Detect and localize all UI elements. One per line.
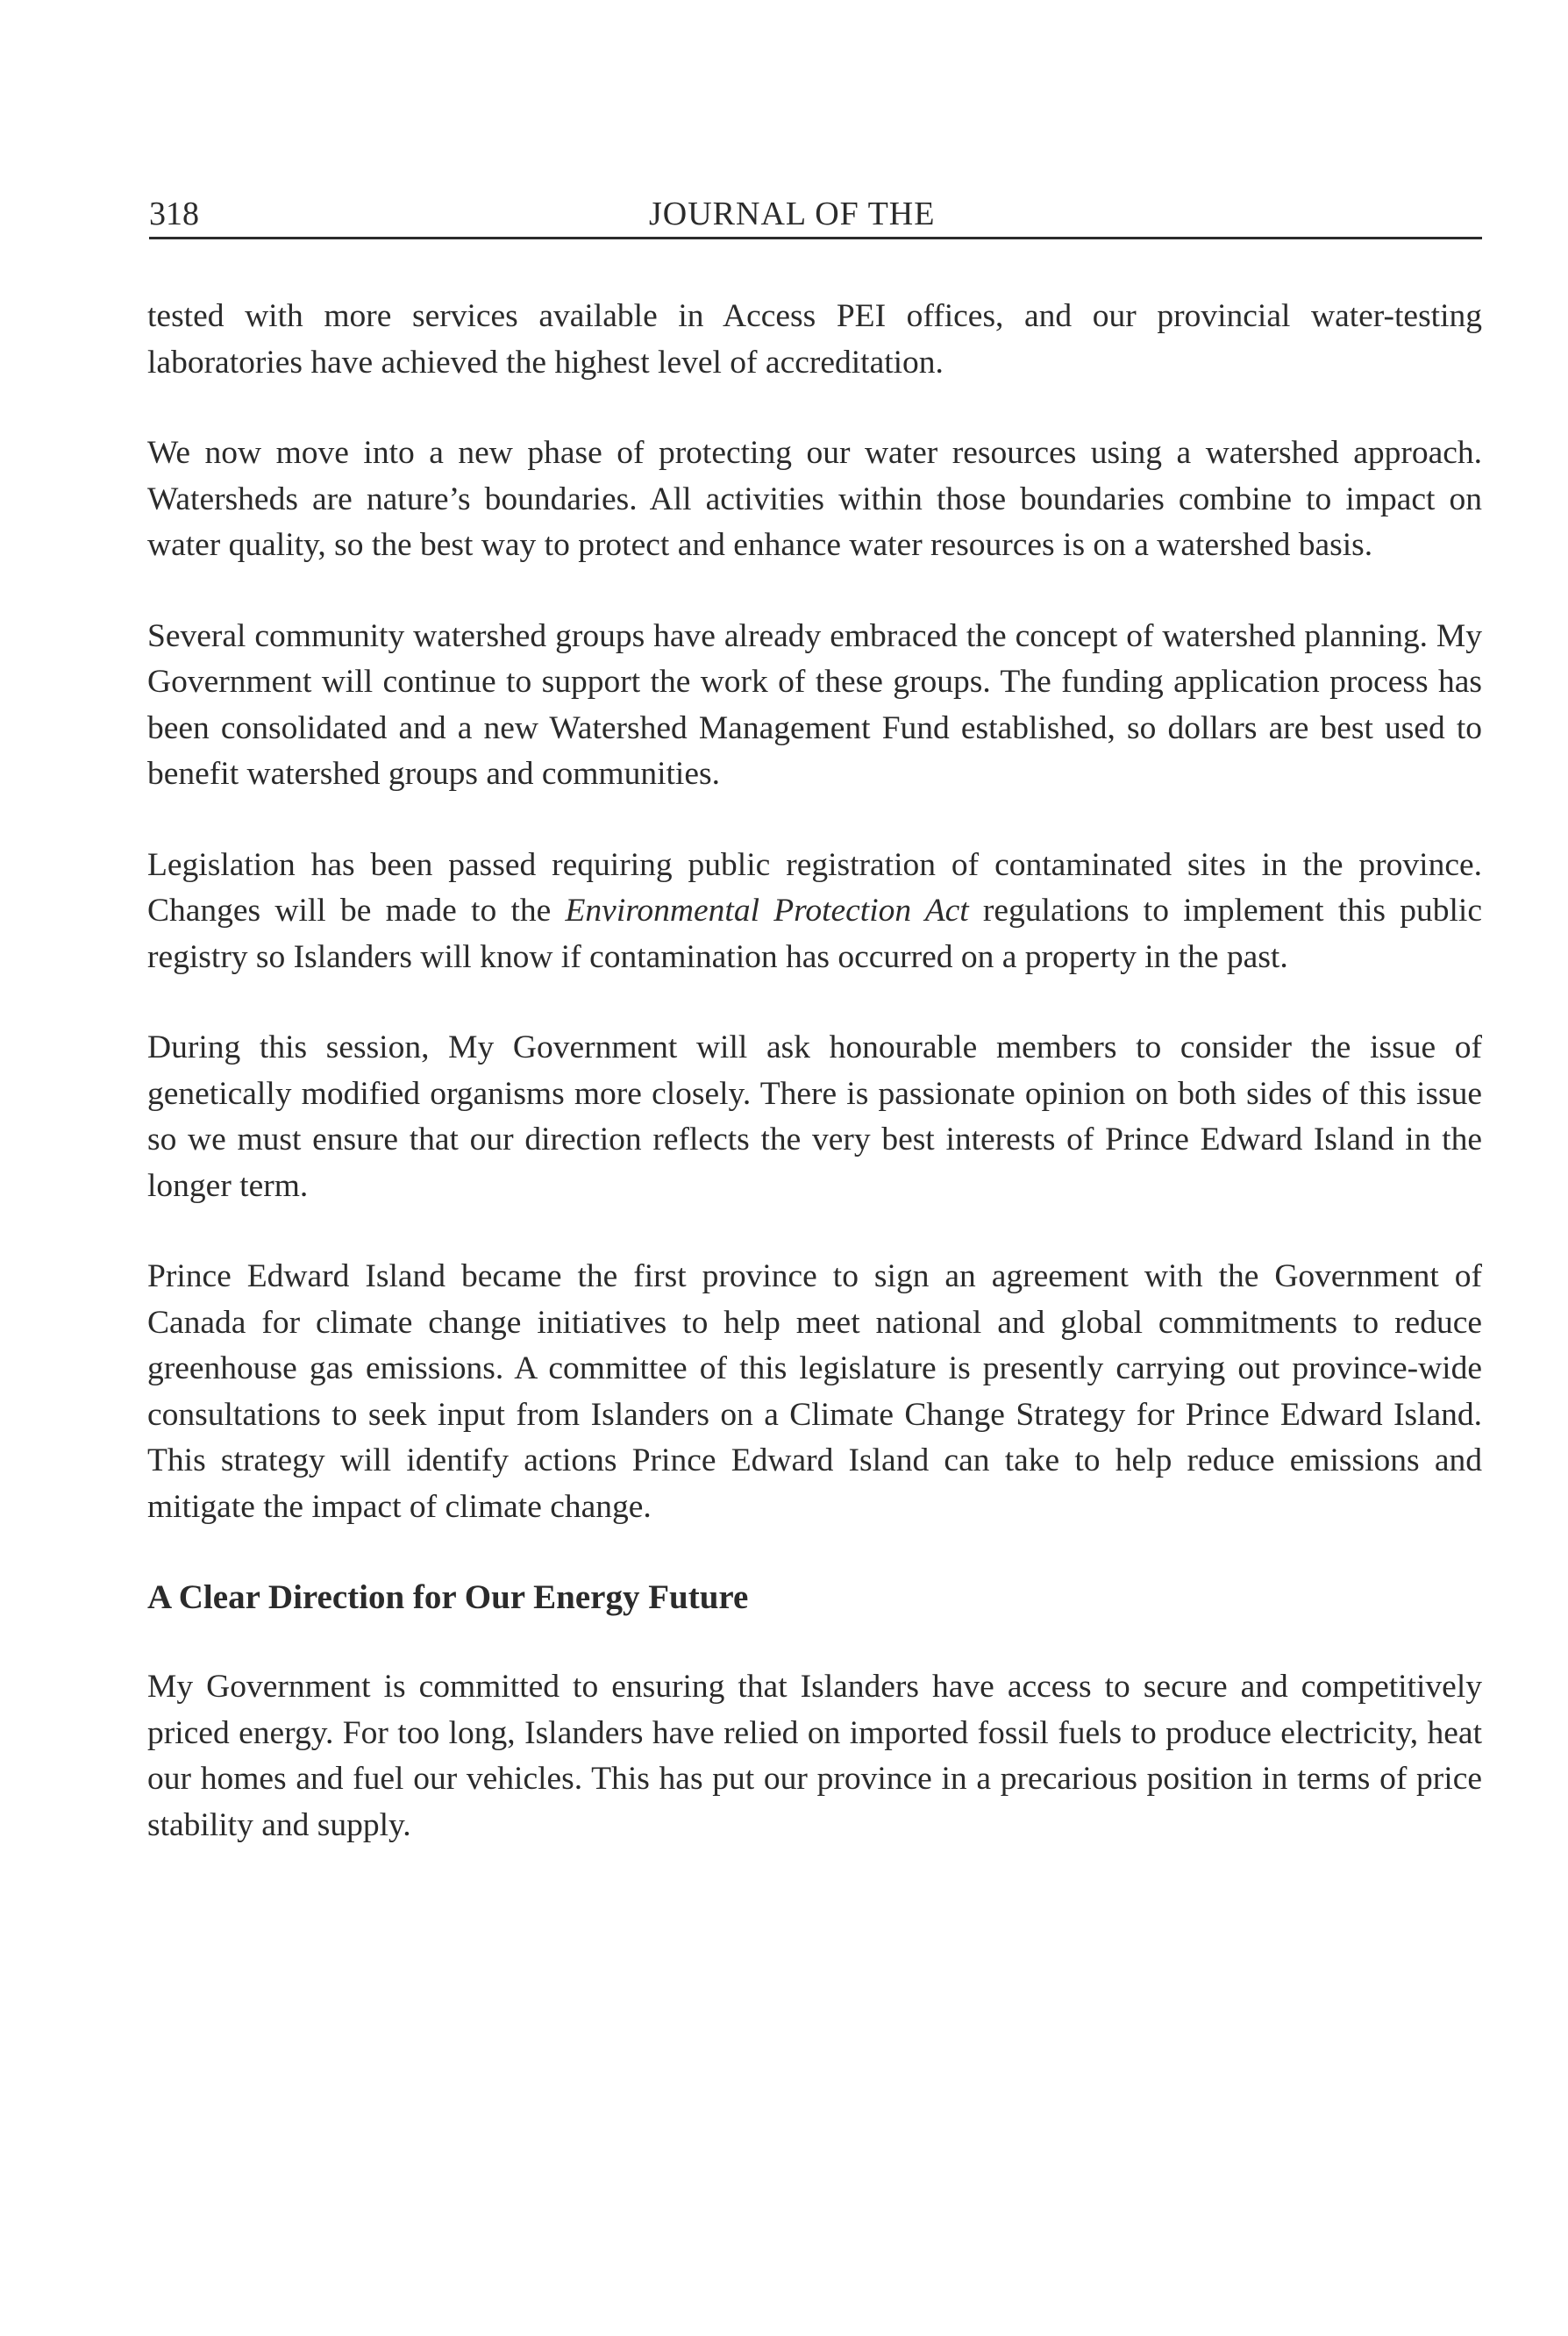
paragraph-climate-change: Prince Edward Island became the first province to sign an agreement with the Government of Canada for climate change initiatives to help meet national and global commitments to reduce greenhouse gas emissions. A committee of this legislature is presently carrying out province-wide consultations to seek input from Islanders on a Climate Change Strategy for Prince Edward Island. This strategy will identify actions Prince Edward Island can take to help reduce emissions and mitigate the impact of climate change. [147,1258,1482,1525]
running-head: JOURNAL OF THE [649,196,936,232]
paragraph-energy: My Government is committed to ensuring that Islanders have access to secure and competitively priced energy. For too long, Islanders have relied on imported fossil fuels to produce electricity, heat our homes and fuel our vehicles. This has put our province in a precarious position in terms of price stability and supply. [147,1669,1482,1843]
paragraph-watershed-groups: Several community watershed groups have already embraced the concept of watershed planning. My Government will continue to support the work of these groups. The funding application process has been consolidated and a new Watershed Management Fund established, so dollars are best used to benefit watershed groups and communities. [147,617,1482,792]
paragraph-text-before-act: Legislation has been passed requiring public registration of contaminated sites in the province. Changes will be made to the [147,846,1482,929]
paragraph-gmo: During this session, My Government will ask honourable members to consider the issue of genetically modified organisms more closely. There is passionate opinion on both sides of this issue so we must ensure that our direction reflects the very best interests of Prince Edward Island in the longer term. [147,1029,1482,1204]
paragraph-contaminated-sites [147,843,1482,981]
paragraph-water-testing: tested with more services available in Access PEI offices, and our provincial water-testing laboratories have achieved the highest level of accreditation. [147,298,1482,381]
page-number: 318 [149,196,199,232]
paragraph-text-after-act: regulations to implement this public registry so Islanders will know if contamination has occurred on a property in the past. [147,893,1482,975]
paragraph-watershed-approach: We now move into a new phase of protecting our water resources using a watershed approach. Watersheds are nature’s boundaries. All activities within those boundaries combine to impact on water quality, so the best way to protect and enhance water resources is on a watershed basis. [147,435,1482,563]
page-header [149,191,1482,239]
section-heading-energy: A Clear Direction for Our Energy Future [147,1578,749,1616]
act-title-italic: Environmental Protection Act [565,893,969,929]
page-body [147,294,1482,1893]
